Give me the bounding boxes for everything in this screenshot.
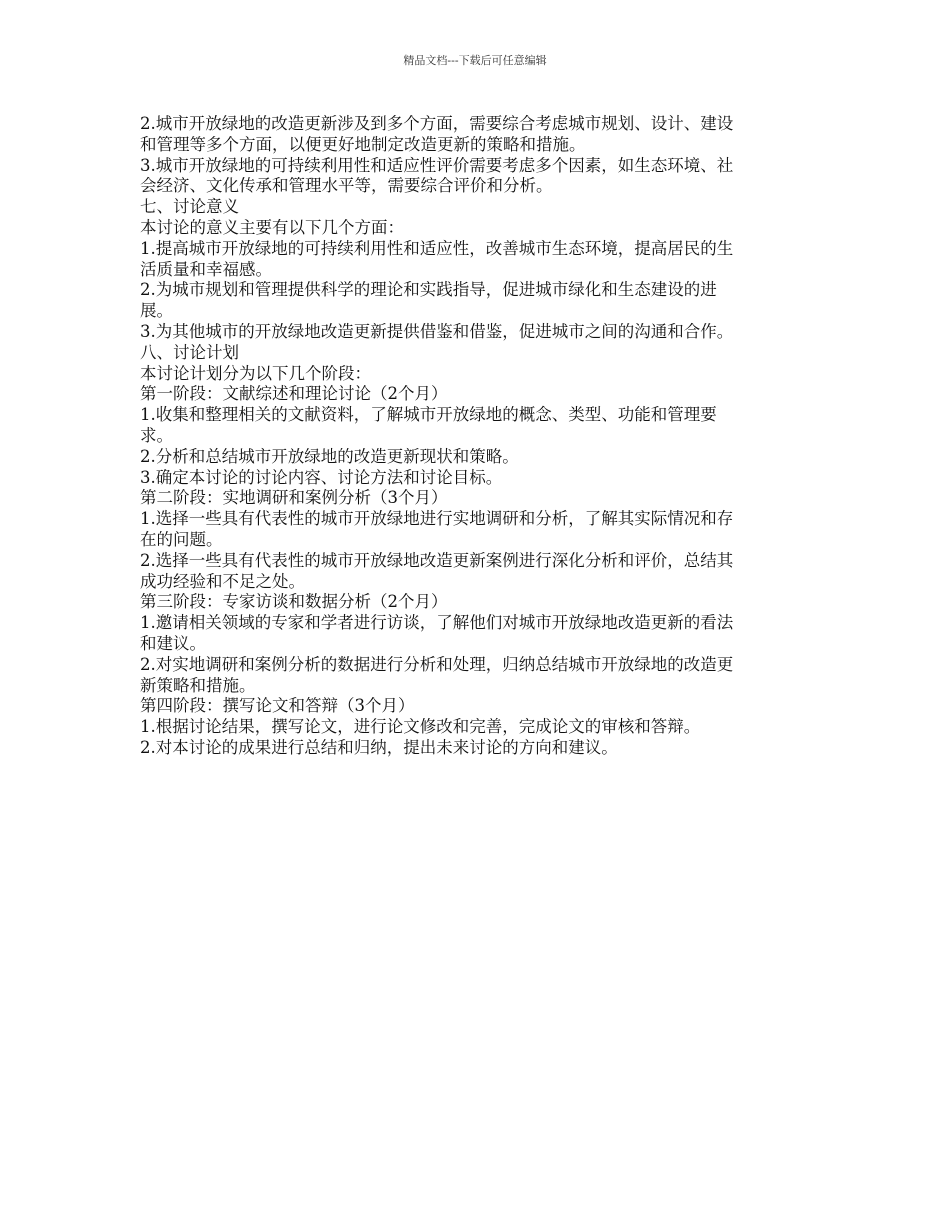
body-line: 2.选择一些具有代表性的城市开放绿地改造更新案例进行深化分析和评价，总结其: [140, 550, 734, 570]
page-header: 精品文档---下载后可任意编辑: [403, 54, 547, 67]
body-line: 1.根据讨论结果，撰写论文，进行论文修改和完善，完成论文的审核和答辩。: [140, 717, 701, 737]
body-line: 1.选择一些具有代表性的城市开放绿地进行实地调研和分析，了解其实际情况和存: [140, 509, 734, 529]
body-line: 求。: [140, 425, 173, 445]
body-line: 2.城市开放绿地的改造更新涉及到多个方面，需要综合考虑城市规划、设计、建设: [140, 114, 734, 133]
body-line: 1.提高城市开放绿地的可持续利用性和适应性，改善城市生态环境，提高居民的生: [140, 238, 734, 258]
body-line: 2.对本讨论的成果进行总结和归纳，提出未来讨论的方向和建议。: [140, 737, 618, 757]
body-line: 展。: [140, 301, 173, 321]
body-line: 1.收集和整理相关的文献资料，了解城市开放绿地的概念、类型、功能和管理要: [140, 405, 717, 425]
body-line: 1.邀请相关领域的专家和学者进行访谈，了解他们对城市开放绿地改造更新的看法: [140, 613, 734, 633]
body-line: 和建议。: [140, 633, 206, 653]
body-line: 3.城市开放绿地的可持续利用性和适应性评价需要考虑多个因素，如生态环境、社: [140, 155, 734, 175]
body-line: 2.分析和总结城市开放绿地的改造更新现状和策略。: [140, 446, 519, 466]
phase-heading: 第二阶段：实地调研和案例分析（3个月）: [140, 488, 448, 508]
section-heading: 七、讨论意义: [140, 197, 239, 217]
body-line: 3.确定本讨论的讨论内容、讨论方法和讨论目标。: [140, 467, 503, 487]
phase-heading: 第三阶段：专家访谈和数据分析（2个月）: [140, 592, 448, 612]
body-line: 本讨论的意义主要有以下几个方面：: [140, 217, 404, 237]
body-line: 在的问题。: [140, 529, 223, 549]
body-line: 本讨论计划分为以下几个阶段：: [140, 363, 371, 383]
phase-heading: 第一阶段：文献综述和理论讨论（2个月）: [140, 384, 448, 404]
phase-heading: 第四阶段：撰写论文和答辩（3个月）: [140, 696, 415, 716]
body-line: 活质量和幸福感。: [140, 259, 272, 279]
section-heading: 八、讨论计划: [140, 342, 239, 362]
body-line: 2.为城市规划和管理提供科学的理论和实践指导，促进城市绿化和生态建设的进: [140, 280, 717, 300]
body-line: 3.为其他城市的开放绿地改造更新提供借鉴和借鉴，促进城市之间的沟通和合作。: [140, 321, 734, 341]
body-line: 和管理等多个方面，以便更好地制定改造更新的策略和措施。: [140, 134, 586, 154]
body-line: 2.对实地调研和案例分析的数据进行分析和处理，归纳总结城市开放绿地的改造更: [140, 654, 734, 674]
body-line: 会经济、文化传承和管理水平等，需要综合评价和分析。: [140, 176, 553, 196]
document-body: [140, 114, 812, 759]
body-line: 新策略和措施。: [140, 675, 256, 695]
body-line: 成功经验和不足之处。: [140, 571, 305, 591]
